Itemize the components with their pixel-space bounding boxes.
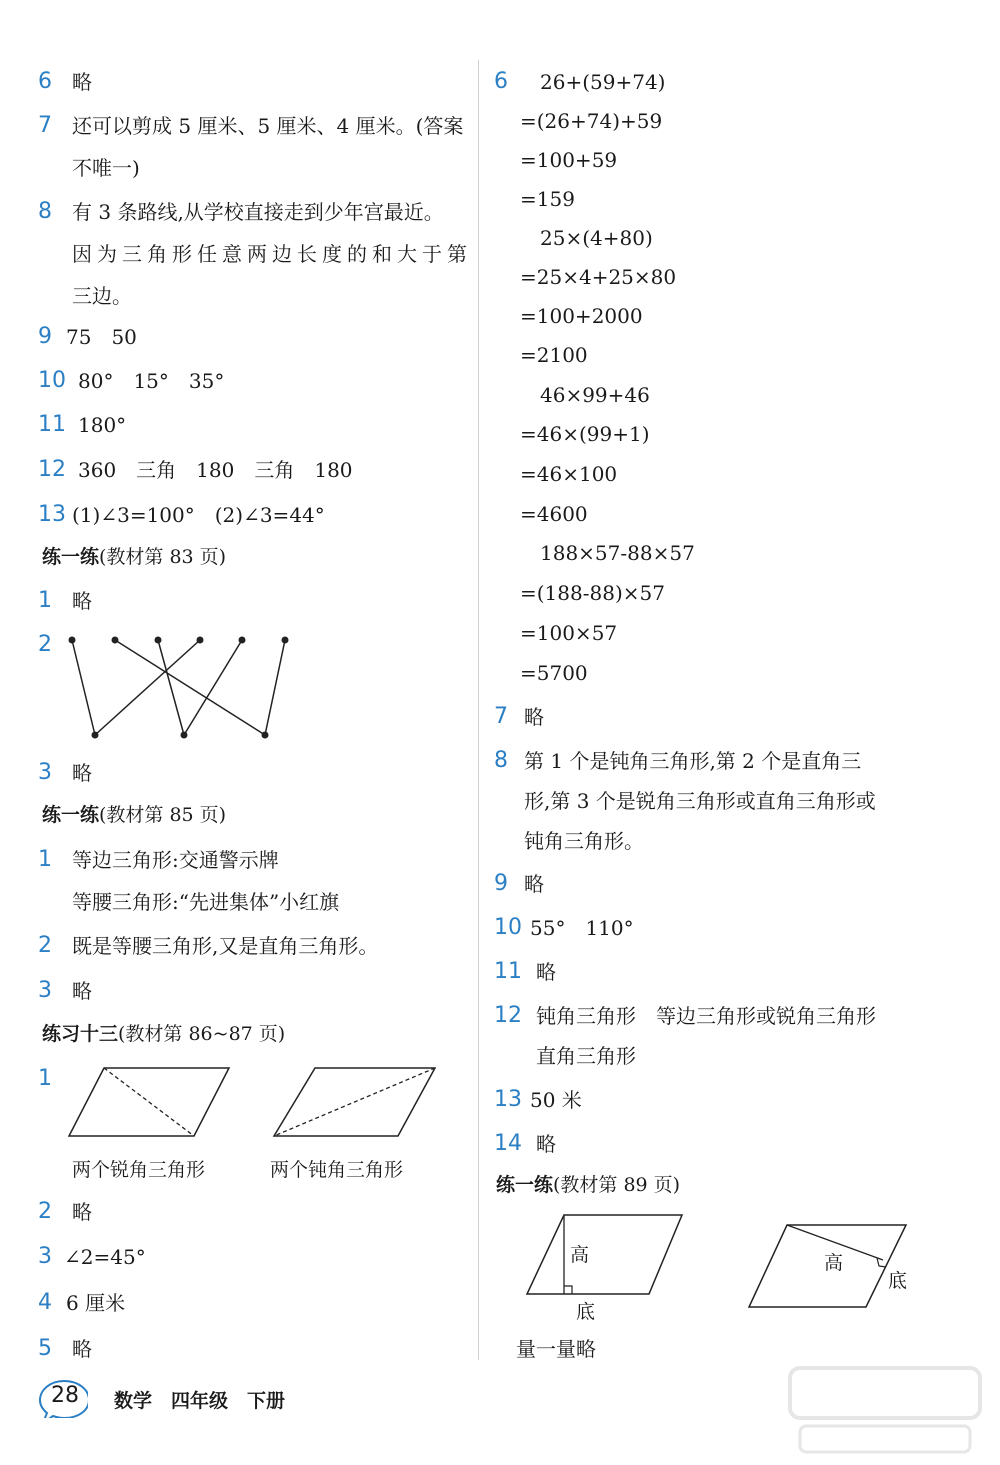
item-number: 3: [38, 1244, 52, 1269]
item-number: 10: [494, 915, 522, 940]
height-label: 高: [824, 1252, 844, 1274]
calc-line: =(26+74)+59: [520, 109, 663, 133]
item-number: 7: [38, 113, 52, 138]
item-number: 3: [38, 978, 52, 1003]
column-divider: [478, 60, 479, 1360]
matching-lines-figure: [60, 630, 300, 745]
item-number: 11: [38, 412, 66, 437]
answer-text: 等边三角形:交通警示牌: [72, 848, 279, 872]
calc-line: =4600: [520, 502, 588, 526]
calc-line: =159: [520, 187, 575, 211]
section-ref: (教材第 86~87 页): [118, 1023, 286, 1045]
item-number: 9: [38, 324, 52, 349]
answer-text: 略: [72, 589, 92, 613]
figure-caption: 两个钝角三角形: [270, 1159, 404, 1181]
calc-line: 188×57-88×57: [540, 541, 695, 565]
book-title: 数学 四年级 下册: [114, 1390, 286, 1412]
answer-text: 略: [72, 761, 92, 785]
answer-text: (1)∠3=100° (2)∠3=44°: [72, 503, 325, 527]
section-title: 练一练: [42, 804, 100, 826]
item-number: 13: [38, 502, 66, 527]
calc-line: =(188-88)×57: [520, 581, 665, 605]
answer-text: 第 1 个是钝角三角形,第 2 个是直角三: [524, 749, 862, 773]
base-label: 底: [576, 1301, 596, 1323]
item-number: 1: [38, 847, 52, 872]
calc-line: =100+59: [520, 148, 618, 172]
answer-text: 180°: [78, 413, 127, 437]
answer-text: 钝角三角形 等边三角形或锐角三角形: [536, 1004, 876, 1028]
answer-text: 直角三角形: [536, 1044, 636, 1068]
section-title: 练一练: [496, 1174, 554, 1196]
answer-text: 6 厘米: [66, 1291, 126, 1315]
answer-text: 略: [524, 872, 544, 896]
answer-text: 钝角三角形。: [524, 829, 644, 853]
section-heading-p85: [42, 803, 226, 827]
calc-line: =2100: [520, 343, 588, 367]
item-number: 1: [38, 588, 52, 613]
parallelogram-obtuse-split-figure: [270, 1066, 445, 1140]
parallelogram-acute-split-figure: [66, 1066, 241, 1140]
item-number: 9: [494, 871, 508, 896]
answer-text: 80° 15° 35°: [78, 369, 225, 393]
answer-text: 既是等腰三角形,又是直角三角形。: [72, 934, 379, 958]
item-number: 2: [38, 933, 52, 958]
watermark-logo-icon: [780, 1360, 990, 1460]
item-number: 3: [38, 760, 52, 785]
section-ref: (教材第 83 页): [99, 546, 227, 568]
answer-text: 略: [536, 960, 556, 984]
calc-line: 25×(4+80): [540, 226, 653, 250]
measure-note: 量一量略: [516, 1337, 596, 1361]
item-number: 14: [494, 1131, 522, 1156]
answer-text: ∠2=45°: [64, 1245, 146, 1269]
calc-line: 26+(59+74): [540, 70, 666, 94]
parallelogram-height-figure-1: [524, 1212, 694, 1322]
answer-text: 因为三角形任意两边长度的和大于第: [72, 242, 472, 266]
item-number: 8: [494, 748, 508, 773]
answer-text: 略: [72, 1337, 92, 1361]
answer-text: 略: [72, 1200, 92, 1224]
page-number: 28: [51, 1383, 79, 1408]
item-number: 6: [494, 69, 508, 94]
answer-text: 55° 110°: [530, 916, 634, 940]
height-label: 高: [570, 1244, 590, 1266]
item-number: 4: [38, 1290, 52, 1315]
calc-line: =5700: [520, 661, 588, 685]
answer-text: 360 三角 180 三角 180: [78, 458, 353, 482]
item-number: 7: [494, 704, 508, 729]
answer-text: 有 3 条路线,从学校直接走到少年宫最近。: [72, 200, 444, 224]
calc-line: =46×100: [520, 462, 618, 486]
item-number: 12: [494, 1003, 522, 1028]
item-number: 2: [38, 1199, 52, 1224]
section-ref: (教材第 89 页): [553, 1174, 681, 1196]
answer-text: 50 米: [530, 1088, 582, 1112]
base-label: 底: [888, 1270, 908, 1292]
item-number: 1: [38, 1066, 52, 1091]
item-number: 11: [494, 959, 522, 984]
item-number: 12: [38, 457, 66, 482]
item-number: 8: [38, 199, 52, 224]
answer-text: 等腰三角形:“先进集体”小红旗: [72, 890, 340, 914]
answer-text: 形,第 3 个是锐角三角形或直角三角形或: [524, 789, 876, 813]
answer-text: 不唯一): [72, 156, 140, 180]
section-title: 练习十三: [42, 1023, 119, 1045]
answer-text: 略: [72, 979, 92, 1003]
answer-text: 略: [72, 70, 92, 94]
answer-text: 75 50: [66, 325, 137, 349]
section-heading-p89: [496, 1173, 680, 1197]
calc-line: =46×(99+1): [520, 422, 650, 446]
section-heading-p86-87: [42, 1022, 285, 1046]
item-number: 10: [38, 368, 66, 393]
answer-text: 略: [536, 1132, 556, 1156]
answer-text: 三边。: [72, 284, 132, 308]
answer-text: 还可以剪成 5 厘米、5 厘米、4 厘米。(答案: [72, 114, 464, 138]
item-number: 6: [38, 69, 52, 94]
section-title: 练一练: [42, 546, 100, 568]
answer-text: 略: [524, 705, 544, 729]
item-number: 2: [38, 632, 52, 657]
calc-line: =25×4+25×80: [520, 265, 677, 289]
calc-line: =100+2000: [520, 304, 643, 328]
section-ref: (教材第 85 页): [99, 804, 227, 826]
calc-line: 46×99+46: [540, 383, 650, 407]
item-number: 13: [494, 1087, 522, 1112]
calc-line: =100×57: [520, 621, 618, 645]
section-heading-p83: [42, 545, 226, 569]
figure-caption: 两个锐角三角形: [72, 1159, 206, 1181]
item-number: 5: [38, 1336, 52, 1361]
